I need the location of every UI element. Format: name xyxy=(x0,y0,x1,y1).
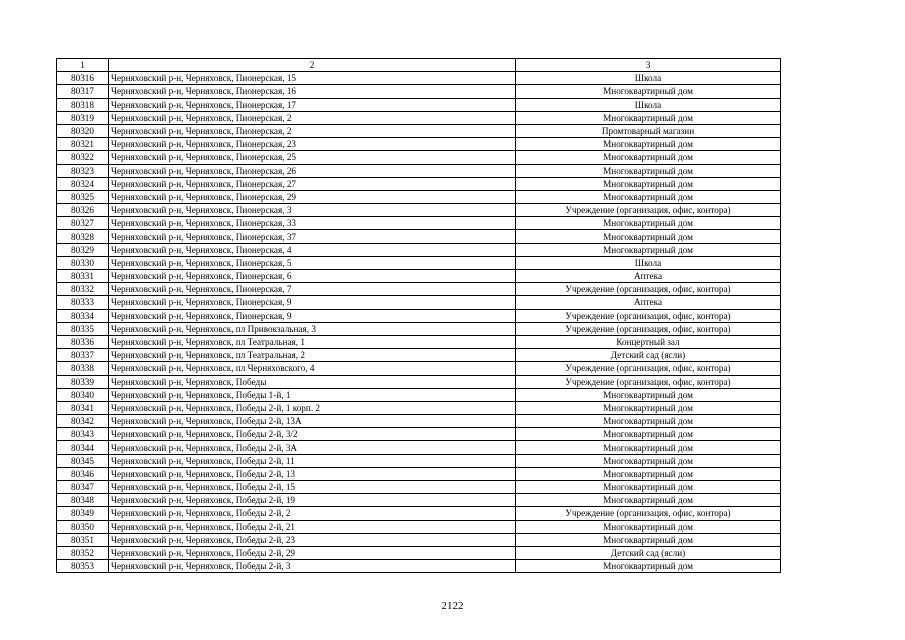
row-id-cell: 80338 xyxy=(57,362,109,375)
address-cell: Черняховский р-н, Черняховск, пл Привокзальная, 3 xyxy=(109,322,516,335)
table-row xyxy=(57,481,781,494)
address-cell: Черняховский р-н, Черняховск, Пионерская, 25 xyxy=(109,151,516,164)
address-cell: Черняховский р-н, Черняховск, Пионерская, 9 xyxy=(109,309,516,322)
address-cell: Черняховский р-н, Черняховск, Победы 2-й, 3А xyxy=(109,441,516,454)
object-type-cell: Многоквартирный дом xyxy=(516,533,781,546)
table-row xyxy=(57,256,781,269)
object-type-cell: Многоквартирный дом xyxy=(516,230,781,243)
column-number-row xyxy=(57,59,781,72)
row-id-cell: 80319 xyxy=(57,111,109,124)
object-type-cell: Детский сад (ясли) xyxy=(516,546,781,559)
address-cell: Черняховский р-н, Черняховск, Победы 2-й, 3/2 xyxy=(109,428,516,441)
row-id-cell: 80328 xyxy=(57,230,109,243)
object-type-cell: Многоквартирный дом xyxy=(516,138,781,151)
address-cell: Черняховский р-н, Черняховск, пл Театральная, 1 xyxy=(109,335,516,348)
table-row xyxy=(57,428,781,441)
table-row xyxy=(57,190,781,203)
table-row xyxy=(57,217,781,230)
address-register-table xyxy=(56,58,781,573)
address-cell: Черняховский р-н, Черняховск, пл Театральная, 2 xyxy=(109,349,516,362)
address-cell: Черняховский р-н, Черняховск, Пионерская, 5 xyxy=(109,256,516,269)
object-type-cell: Многоквартирный дом xyxy=(516,520,781,533)
object-type-cell: Многоквартирный дом xyxy=(516,164,781,177)
address-cell: Черняховский р-н, Черняховск, Победы 1-й, 1 xyxy=(109,388,516,401)
row-id-cell: 80329 xyxy=(57,243,109,256)
address-cell: Черняховский р-н, Черняховск, Победы 2-й, 29 xyxy=(109,546,516,559)
row-id-cell: 80324 xyxy=(57,177,109,190)
address-cell: Черняховский р-н, Черняховск, Пионерская, 16 xyxy=(109,85,516,98)
row-id-cell: 80323 xyxy=(57,164,109,177)
table-row xyxy=(57,507,781,520)
table-row xyxy=(57,401,781,414)
table-row xyxy=(57,98,781,111)
table-row xyxy=(57,230,781,243)
row-id-cell: 80336 xyxy=(57,335,109,348)
table-row xyxy=(57,467,781,480)
address-cell: Черняховский р-н, Черняховск, Победы 2-й, 19 xyxy=(109,494,516,507)
row-id-cell: 80339 xyxy=(57,375,109,388)
table-row xyxy=(57,85,781,98)
table-row xyxy=(57,533,781,546)
table-row xyxy=(57,270,781,283)
table-row xyxy=(57,72,781,85)
address-cell: Черняховский р-н, Черняховск, Пионерская, 9 xyxy=(109,296,516,309)
row-id-cell: 80331 xyxy=(57,270,109,283)
row-id-cell: 80349 xyxy=(57,507,109,520)
table-row xyxy=(57,296,781,309)
object-type-cell: Многоквартирный дом xyxy=(516,560,781,573)
object-type-cell: Школа xyxy=(516,72,781,85)
row-id-cell: 80322 xyxy=(57,151,109,164)
table-row xyxy=(57,349,781,362)
object-type-cell: Аптека xyxy=(516,270,781,283)
table-row xyxy=(57,560,781,573)
address-cell: Черняховский р-н, Черняховск, Пионерская, 27 xyxy=(109,177,516,190)
object-type-cell: Многоквартирный дом xyxy=(516,467,781,480)
object-type-cell: Учреждение (организация, офис, контора) xyxy=(516,204,781,217)
table-row xyxy=(57,111,781,124)
address-cell: Черняховский р-н, Черняховск, Победы 2-й, 1 корп. 2 xyxy=(109,401,516,414)
address-cell: Черняховский р-н, Черняховск, Пионерская, 2 xyxy=(109,111,516,124)
row-id-cell: 80340 xyxy=(57,388,109,401)
address-cell: Черняховский р-н, Черняховск, Пионерская, 3 xyxy=(109,204,516,217)
object-type-cell: Многоквартирный дом xyxy=(516,151,781,164)
table-row xyxy=(57,138,781,151)
address-cell: Черняховский р-н, Черняховск, Пионерская, 33 xyxy=(109,217,516,230)
row-id-cell: 80327 xyxy=(57,217,109,230)
object-type-cell: Учреждение (организация, офис, контора) xyxy=(516,375,781,388)
table-row xyxy=(57,124,781,137)
object-type-cell: Учреждение (организация, офис, контора) xyxy=(516,283,781,296)
object-type-cell: Многоквартирный дом xyxy=(516,243,781,256)
row-id-cell: 80316 xyxy=(57,72,109,85)
row-id-cell: 80351 xyxy=(57,533,109,546)
row-id-cell: 80321 xyxy=(57,138,109,151)
address-cell: Черняховский р-н, Черняховск, Победы 2-й, 15 xyxy=(109,481,516,494)
row-id-cell: 80348 xyxy=(57,494,109,507)
table-row xyxy=(57,243,781,256)
row-id-cell: 80350 xyxy=(57,520,109,533)
row-id-cell: 80337 xyxy=(57,349,109,362)
table-row xyxy=(57,283,781,296)
object-type-cell: Многоквартирный дом xyxy=(516,388,781,401)
row-id-cell: 80332 xyxy=(57,283,109,296)
row-id-cell: 80334 xyxy=(57,309,109,322)
address-cell: Черняховский р-н, Черняховск, Пионерская, 37 xyxy=(109,230,516,243)
table-row xyxy=(57,546,781,559)
row-id-cell: 80326 xyxy=(57,204,109,217)
column-header-2: 2 xyxy=(109,59,516,72)
row-id-cell: 80335 xyxy=(57,322,109,335)
address-cell: Черняховский р-н, Черняховск, пл Черняховского, 4 xyxy=(109,362,516,375)
object-type-cell: Школа xyxy=(516,256,781,269)
object-type-cell: Учреждение (организация, офис, контора) xyxy=(516,309,781,322)
row-id-cell: 80341 xyxy=(57,401,109,414)
row-id-cell: 80347 xyxy=(57,481,109,494)
row-id-cell: 80342 xyxy=(57,415,109,428)
object-type-cell: Многоквартирный дом xyxy=(516,428,781,441)
object-type-cell: Многоквартирный дом xyxy=(516,85,781,98)
address-cell: Черняховский р-н, Черняховск, Победы 2-й, 21 xyxy=(109,520,516,533)
object-type-cell: Учреждение (организация, офис, контора) xyxy=(516,507,781,520)
address-cell: Черняховский р-н, Черняховск, Победы xyxy=(109,375,516,388)
object-type-cell: Многоквартирный дом xyxy=(516,441,781,454)
address-cell: Черняховский р-н, Черняховск, Пионерская, 15 xyxy=(109,72,516,85)
table-row xyxy=(57,151,781,164)
address-cell: Черняховский р-н, Черняховск, Победы 2-й, 23 xyxy=(109,533,516,546)
table-row xyxy=(57,415,781,428)
table-row xyxy=(57,177,781,190)
object-type-cell: Многоквартирный дом xyxy=(516,190,781,203)
row-id-cell: 80343 xyxy=(57,428,109,441)
table-row xyxy=(57,375,781,388)
address-cell: Черняховский р-н, Черняховск, Победы 2-й, 2 xyxy=(109,507,516,520)
column-header-3: 3 xyxy=(516,59,781,72)
table-row xyxy=(57,309,781,322)
table-row xyxy=(57,454,781,467)
address-cell: Черняховский р-н, Черняховск, Пионерская, 7 xyxy=(109,283,516,296)
object-type-cell: Многоквартирный дом xyxy=(516,217,781,230)
row-id-cell: 80346 xyxy=(57,467,109,480)
table-row xyxy=(57,164,781,177)
row-id-cell: 80344 xyxy=(57,441,109,454)
table-row xyxy=(57,441,781,454)
address-cell: Черняховский р-н, Черняховск, Пионерская, 4 xyxy=(109,243,516,256)
address-cell: Черняховский р-н, Черняховск, Пионерская, 6 xyxy=(109,270,516,283)
table-row xyxy=(57,494,781,507)
row-id-cell: 80345 xyxy=(57,454,109,467)
table-row xyxy=(57,204,781,217)
object-type-cell: Учреждение (организация, офис, контора) xyxy=(516,362,781,375)
object-type-cell: Многоквартирный дом xyxy=(516,401,781,414)
row-id-cell: 80330 xyxy=(57,256,109,269)
address-cell: Черняховский р-н, Черняховск, Победы 2-й, 13А xyxy=(109,415,516,428)
table-row xyxy=(57,388,781,401)
column-header-1: 1 xyxy=(57,59,109,72)
object-type-cell: Многоквартирный дом xyxy=(516,415,781,428)
object-type-cell: Детский сад (ясли) xyxy=(516,349,781,362)
address-cell: Черняховский р-н, Черняховск, Пионерская, 29 xyxy=(109,190,516,203)
row-id-cell: 80333 xyxy=(57,296,109,309)
table-body xyxy=(57,72,781,573)
address-cell: Черняховский р-н, Черняховск, Пионерская, 2 xyxy=(109,124,516,137)
table-row xyxy=(57,322,781,335)
address-cell: Черняховский р-н, Черняховск, Пионерская, 26 xyxy=(109,164,516,177)
row-id-cell: 80325 xyxy=(57,190,109,203)
table-row xyxy=(57,520,781,533)
object-type-cell: Школа xyxy=(516,98,781,111)
table-row xyxy=(57,362,781,375)
row-id-cell: 80318 xyxy=(57,98,109,111)
page-number: 2122 xyxy=(441,600,464,612)
address-cell: Черняховский р-н, Черняховск, Пионерская, 17 xyxy=(109,98,516,111)
object-type-cell: Учреждение (организация, офис, контора) xyxy=(516,322,781,335)
table-row xyxy=(57,335,781,348)
object-type-cell: Промтоварный магазин xyxy=(516,124,781,137)
address-cell: Черняховский р-н, Черняховск, Пионерская, 23 xyxy=(109,138,516,151)
object-type-cell: Многоквартирный дом xyxy=(516,177,781,190)
row-id-cell: 80353 xyxy=(57,560,109,573)
object-type-cell: Многоквартирный дом xyxy=(516,481,781,494)
object-type-cell: Концертный зал xyxy=(516,335,781,348)
row-id-cell: 80352 xyxy=(57,546,109,559)
object-type-cell: Многоквартирный дом xyxy=(516,454,781,467)
object-type-cell: Многоквартирный дом xyxy=(516,494,781,507)
row-id-cell: 80320 xyxy=(57,124,109,137)
object-type-cell: Многоквартирный дом xyxy=(516,111,781,124)
address-cell: Черняховский р-н, Черняховск, Победы 2-й, 11 xyxy=(109,454,516,467)
row-id-cell: 80317 xyxy=(57,85,109,98)
address-cell: Черняховский р-н, Черняховск, Победы 2-й, 3 xyxy=(109,560,516,573)
object-type-cell: Аптека xyxy=(516,296,781,309)
address-cell: Черняховский р-н, Черняховск, Победы 2-й, 13 xyxy=(109,467,516,480)
